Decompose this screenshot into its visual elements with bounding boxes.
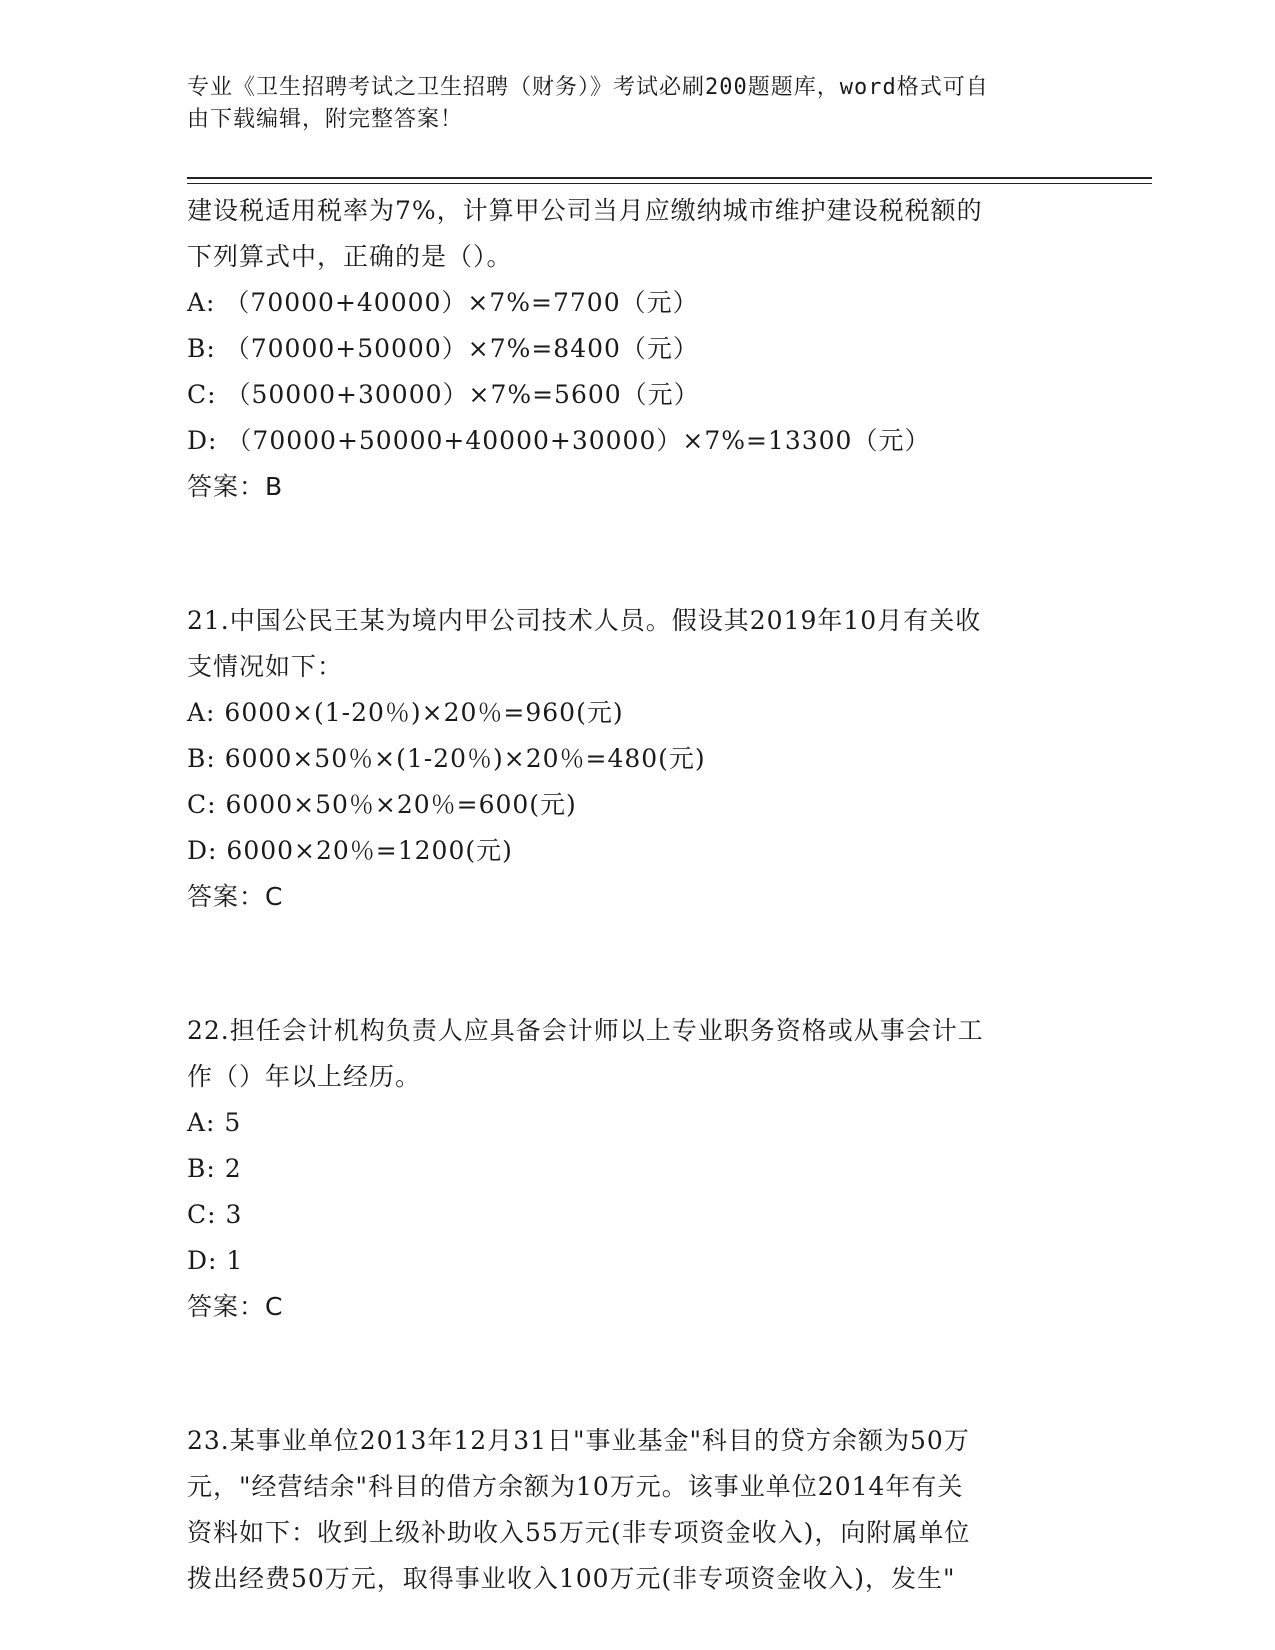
question-content	[187, 188, 1087, 1602]
header-divider-thin	[187, 183, 1152, 184]
option-c: C: （50000+30000）×7%=5600（元）	[187, 380, 700, 409]
question-spacer	[187, 510, 1087, 598]
option-a: A: （70000+40000）×7%=7700（元）	[187, 288, 699, 317]
question-stem: 作（）年以上经历。	[187, 1062, 422, 1091]
question-stem: 22.担任会计机构负责人应具备会计师以上专业职务资格或从事会计工	[187, 1016, 984, 1045]
option-d: D: 6000×20％=1200(元)	[187, 836, 513, 865]
question-stem: 拨出经费50万元，取得事业收入100万元(非专项资金收入)，发生"	[187, 1564, 956, 1593]
question-stem: 元，"经营结余"科目的借方余额为10万元。该事业单位2014年有关	[187, 1472, 964, 1501]
header-divider-thick	[187, 177, 1152, 179]
header-line-1: 专业《卫生招聘考试之卫生招聘（财务）》考试必刷200题题库，word格式可自	[187, 75, 989, 100]
question-23	[187, 1418, 1087, 1602]
question-stem: 支情况如下：	[187, 652, 344, 681]
question-stem: 建设税适用税率为7%，计算甲公司当月应缴纳城市维护建设税税额的	[187, 196, 983, 225]
question-20	[187, 188, 1087, 510]
option-d: D: 1	[187, 1246, 244, 1275]
question-stem: 下列算式中，正确的是（）。	[187, 242, 513, 271]
question-stem: 23.某事业单位2013年12月31日"事业基金"科目的贷方余额为50万	[187, 1426, 970, 1455]
option-c: C: 6000×50％×20％=600(元)	[187, 790, 577, 819]
option-a: A: 6000×(1-20％)×20％=960(元)	[187, 698, 624, 727]
option-d: D: （70000+50000+40000+30000）×7%=13300（元）	[187, 426, 931, 455]
header-line-2: 由下载编辑，附完整答案！	[187, 107, 464, 132]
option-c: C: 3	[187, 1200, 243, 1229]
option-b: B: 6000×50％×(1-20％)×20％=480(元)	[187, 744, 706, 773]
option-a: A: 5	[187, 1108, 242, 1137]
question-spacer	[187, 920, 1087, 1008]
answer-line: 答案：C	[187, 1292, 284, 1321]
answer-line: 答案：C	[187, 882, 284, 911]
answer-line: 答案：B	[187, 472, 284, 501]
question-spacer	[187, 1330, 1087, 1418]
question-21	[187, 598, 1087, 920]
question-stem: 资料如下：收到上级补助收入55万元(非专项资金收入)，向附属单位	[187, 1518, 971, 1547]
question-22	[187, 1008, 1087, 1330]
question-stem: 21.中国公民王某为境内甲公司技术人员。假设其2019年10月有关收	[187, 606, 982, 635]
option-b: B: （70000+50000）×7%=8400（元）	[187, 334, 699, 363]
option-b: B: 2	[187, 1154, 242, 1183]
document-header	[187, 72, 1087, 136]
